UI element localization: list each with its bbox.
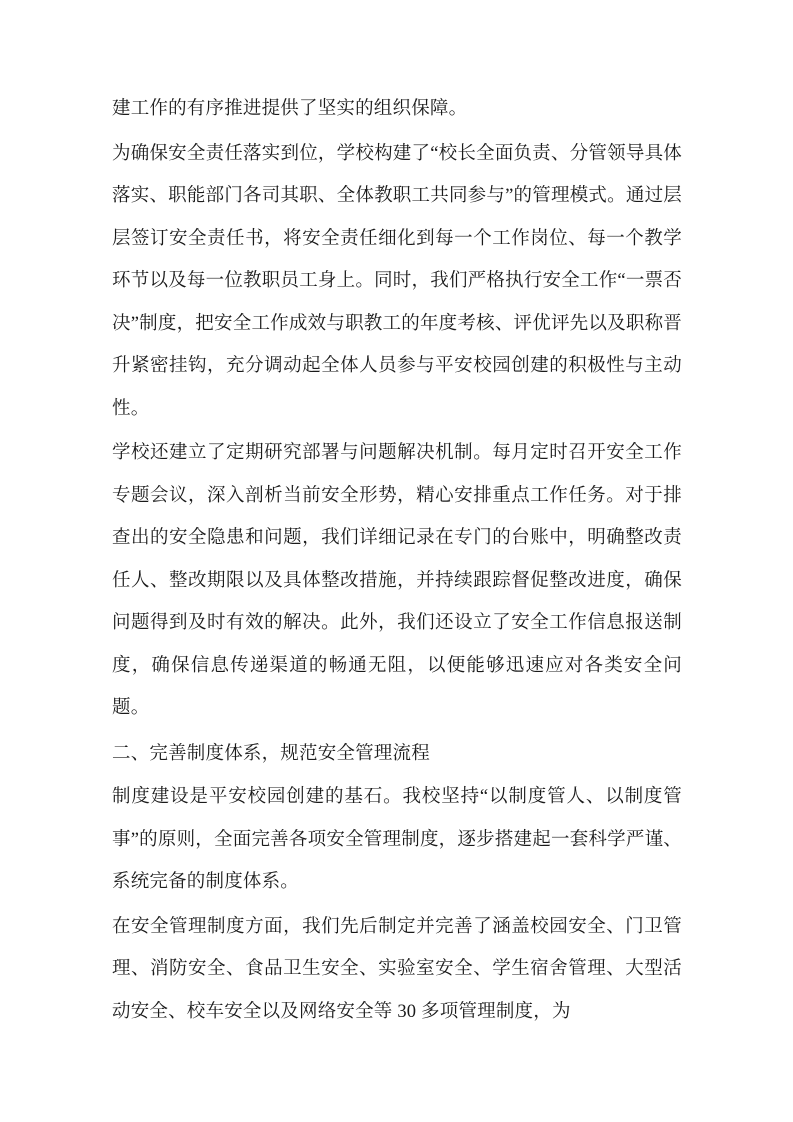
paragraph-continuation: 建工作的有序推进提供了坚实的组织保障。 — [112, 99, 468, 119]
section-heading-two: 二、完善制度体系，规范安全管理流程 — [112, 741, 430, 763]
paragraph-system-coverage: 在安全管理制度方面，我们先后制定并完善了涵盖校园安全、门卫管理、消防安全、食品卫生安全、实验室安全、学生宿舍管理、大型活动安全、校车安全以及网络安全等 30 多项管理制度，为 — [112, 916, 682, 1022]
paragraph-meeting-mechanism: 学校还建立了定期研究部署与问题解决机制。每月定时召开安全工作专题会议，深入剖析当前安全形势，精心安排重点工作任务。对于排查出的安全隐患和问题，我们详细记录在专门的台账中，明确整改责任人、整改期限以及具体整改措施，并持续跟踪督促整改进度，确保问题得到及时有效的解决。此外，我们还设立了安全工作信息报送制度，确保信息传递渠道的畅通无阻，以便能够迅速应对各类安全问题。 — [112, 443, 682, 718]
document-body — [112, 88, 682, 1033]
paragraph-responsibility-system: 为确保安全责任落实到位，学校构建了“校长全面负责、分管领导具体落实、职能部门各司其职、全体教职工共同参与”的管理模式。通过层层签订安全责任书，将安全责任细化到每一个工作岗位、每一个教学环节以及每一位教职员工身上。同时，我们严格执行安全工作“一票否决”制度，把安全工作成效与职教工的年度考核、评优评先以及职称晋升紧密挂钩，充分调动起全体人员参与平安校园创建的积极性与主动性。 — [112, 143, 682, 419]
paragraph-system-foundation: 制度建设是平安校园创建的基石。我校坚持“以制度管人、以制度管事”的原则，全面完善各项安全管理制度，逐步搭建起一套科学严谨、系统完备的制度体系。 — [112, 787, 682, 892]
